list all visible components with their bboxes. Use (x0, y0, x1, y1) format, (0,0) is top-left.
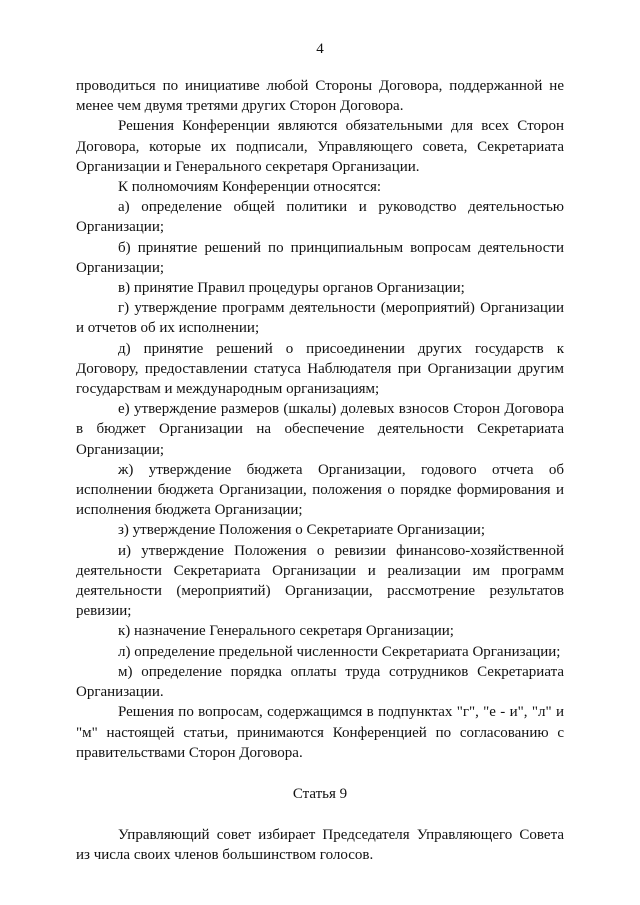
list-item: д) принятие решений о присоединении других государств к Договору, предоставлении статуса Наблюдателя при Организации другим государствам и международным организациям; (76, 340, 564, 398)
article-heading: Статья 9 (292, 785, 348, 802)
paragraph: Решения Конференции являются обязательными для всех Сторон Договора, которые их подписали, Управляющего совета, Секретариата Организации и Генерального секретаря Организации. (76, 118, 564, 175)
list-item: к) назначение Генерального секретаря Организации; (118, 623, 454, 640)
list-item: в) принятие Правил процедуры органов Организации; (118, 280, 465, 297)
paragraph: К полномочиям Конференции относятся: (118, 179, 382, 196)
list-item: б) принятие решений по принципиальным вопросам деятельности Организации; (76, 239, 564, 276)
list-item: е) утверждение размеров (шкалы) долевых взносов Сторон Договора в бюджет Организации на обеспечение деятельности Секретариата Организации; (76, 401, 564, 458)
paragraph-continuation: проводиться по инициативе любой Стороны Договора, поддержанной не менее чем двумя третями других Сторон Договора. (76, 78, 564, 115)
list-item: ж) утверждение бюджета Организации, годового отчета об исполнении бюджета Организации, положения о порядке формирования и исполнения бюджета Организации; (76, 461, 564, 519)
paragraph: Управляющий совет избирает Председателя Управляющего Совета из числа своих членов большинством голосов. (76, 827, 564, 864)
document-body (76, 76, 564, 866)
list-item: з) утверждение Положения о Секретариате Организации; (118, 522, 485, 539)
list-item: л) определение предельной численности Секретариата Организации; (118, 643, 561, 660)
page-number: 4 (316, 41, 324, 57)
list-item: м) определение порядка оплаты труда сотрудников Секретариата Организации. (76, 663, 564, 701)
list-item: а) определение общей политики и руководство деятельностью Организации; (76, 199, 564, 236)
list-item: г) утверждение программ деятельности (мероприятий) Организации и отчетов об их исполнении; (76, 300, 564, 337)
paragraph: Решения по вопросам, содержащимся в подпунктах "г", "е - и", "л" и "м" настоящей статьи, принимаются Конференцией по согласованию с правительствами Сторон Договора. (76, 704, 564, 761)
list-item: и) утверждение Положения о ревизии финансово-хозяйственной деятельности Секретариата Организации и реализации им программ деятельности (мероприятий) Организации, рассмотрение результатов ревизии; (76, 542, 564, 620)
